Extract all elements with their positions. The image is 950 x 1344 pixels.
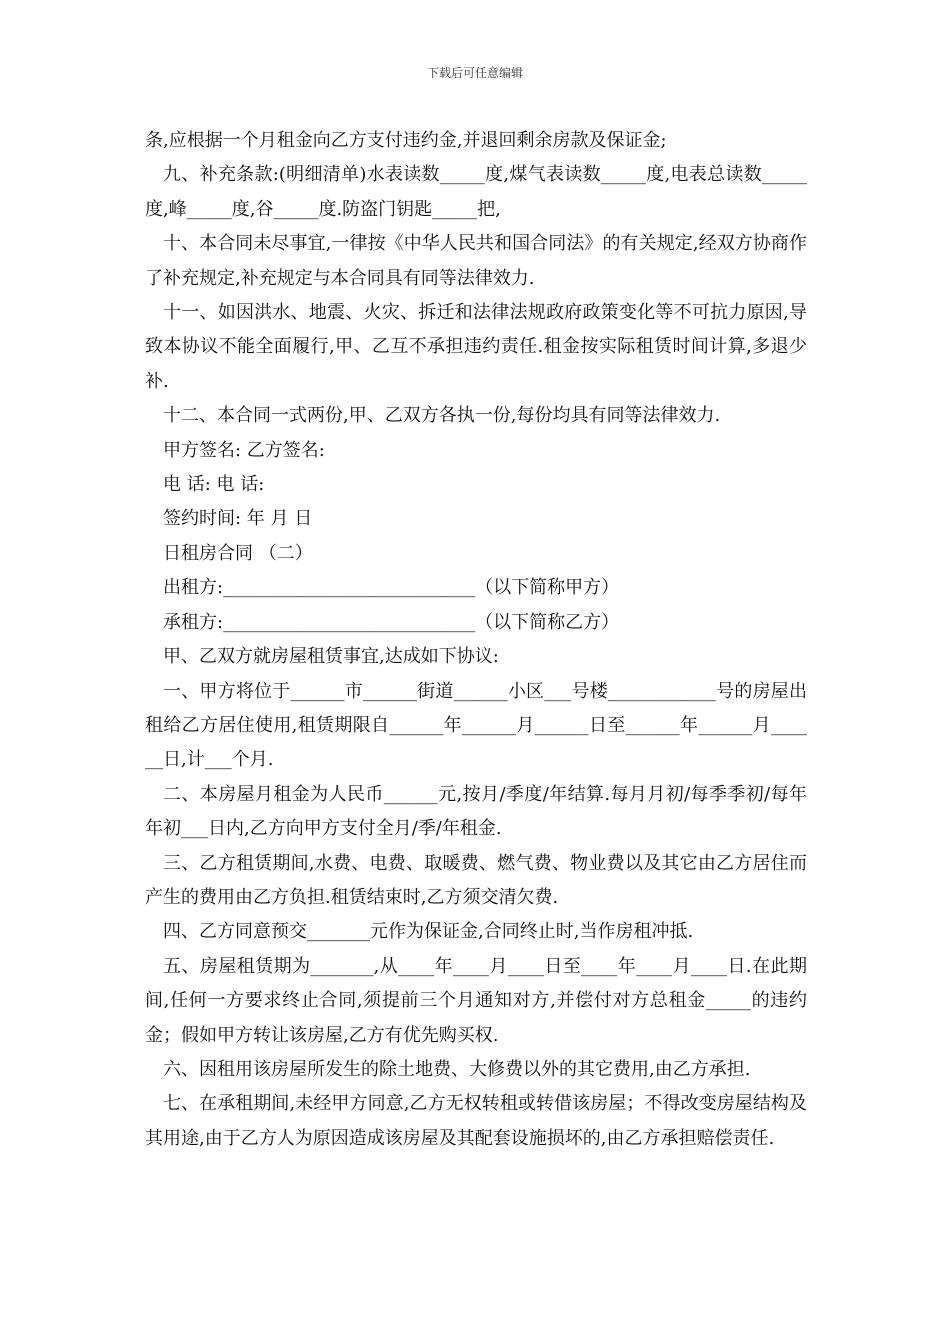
page-header: 下载后可任意编辑 xyxy=(426,66,523,80)
clause-2: 二、本房屋月租金为人民币______元,按月/季度/年结算.每月月初/每季季初/每年年初___日内,乙方向甲方支付全月/季/年租金. xyxy=(145,783,807,840)
clause-12: 十二、本合同一式两份,甲、乙双方各执一份,每份均具有同等法律效力. xyxy=(163,405,721,427)
agreement-intro: 甲、乙双方就房屋租赁事宜,达成如下协议: xyxy=(163,646,499,668)
document-body xyxy=(145,124,807,1156)
clause-11: 十一、如因洪水、地震、火灾、拆迁和法律法规政府政策变化等不可抗力原因,导致本协议不能全面履行,甲、乙互不承担违约责任.租金按实际租赁时间计算,多退少补. xyxy=(145,302,807,392)
clause-4: 四、乙方同意预交_______元作为保证金,合同终止时,当作房租冲抵. xyxy=(163,921,694,943)
lessor-line: 出租方:____________________________（以下简称甲方） xyxy=(163,577,620,599)
signature-line: 甲方签名: 乙方签名: xyxy=(163,439,325,461)
contract-title: 日租房合同 （二） xyxy=(163,542,313,564)
clause-9: 九、补充条款:(明细清单)水表读数_____度,煤气表读数_____度,电表总读数_____度,峰_____度,谷_____度.防盗门钥匙_____把, xyxy=(145,164,807,220)
paragraph-continuation: 条,应根据一个月租金向乙方支付违约金,并退回剩余房款及保证金; xyxy=(145,130,667,151)
clause-3: 三、乙方租赁期间,水费、电费、取暖费、燃气费、物业费以及其它由乙方居住而产生的费用由乙方负担.租赁结束时,乙方须交清欠费. xyxy=(145,852,807,908)
clause-7: 七、在承租期间,未经甲方同意,乙方无权转租或转借该房屋；不得改变房屋结构及其用途,由于乙方人为原因造成该房屋及其配套设施损坏的,由乙方承担赔偿责任. xyxy=(145,1093,807,1149)
clause-5: 五、房屋租赁期为_______,从____年____月____日至____年____月____日.在此期间,任何一方要求终止合同,须提前三个月通知对方,并偿付对方总租金_____的违约金；假如甲方转让该房屋,乙方有优先购买权. xyxy=(145,955,807,1046)
clause-1: 一、甲方将位于______市______街道______小区___号楼____________号的房屋出租给乙方居住使用,租赁期限自______年______月______日至______年______月______日,计___个月. xyxy=(145,680,807,771)
phone-line: 电 话: 电 话: xyxy=(163,474,265,496)
signing-date-line: 签约时间: 年 月 日 xyxy=(163,508,313,530)
clause-6: 六、因租用该房屋所发生的除土地费、大修费以外的其它费用,由乙方承担. xyxy=(163,1058,751,1080)
clause-10: 十、本合同未尽事宜,一律按《中华人民共和国合同法》的有关规定,经双方协商作了补充规定,补充规定与本合同具有同等法律效力. xyxy=(145,233,807,289)
lessee-line: 承租方:____________________________（以下简称乙方） xyxy=(163,611,620,633)
